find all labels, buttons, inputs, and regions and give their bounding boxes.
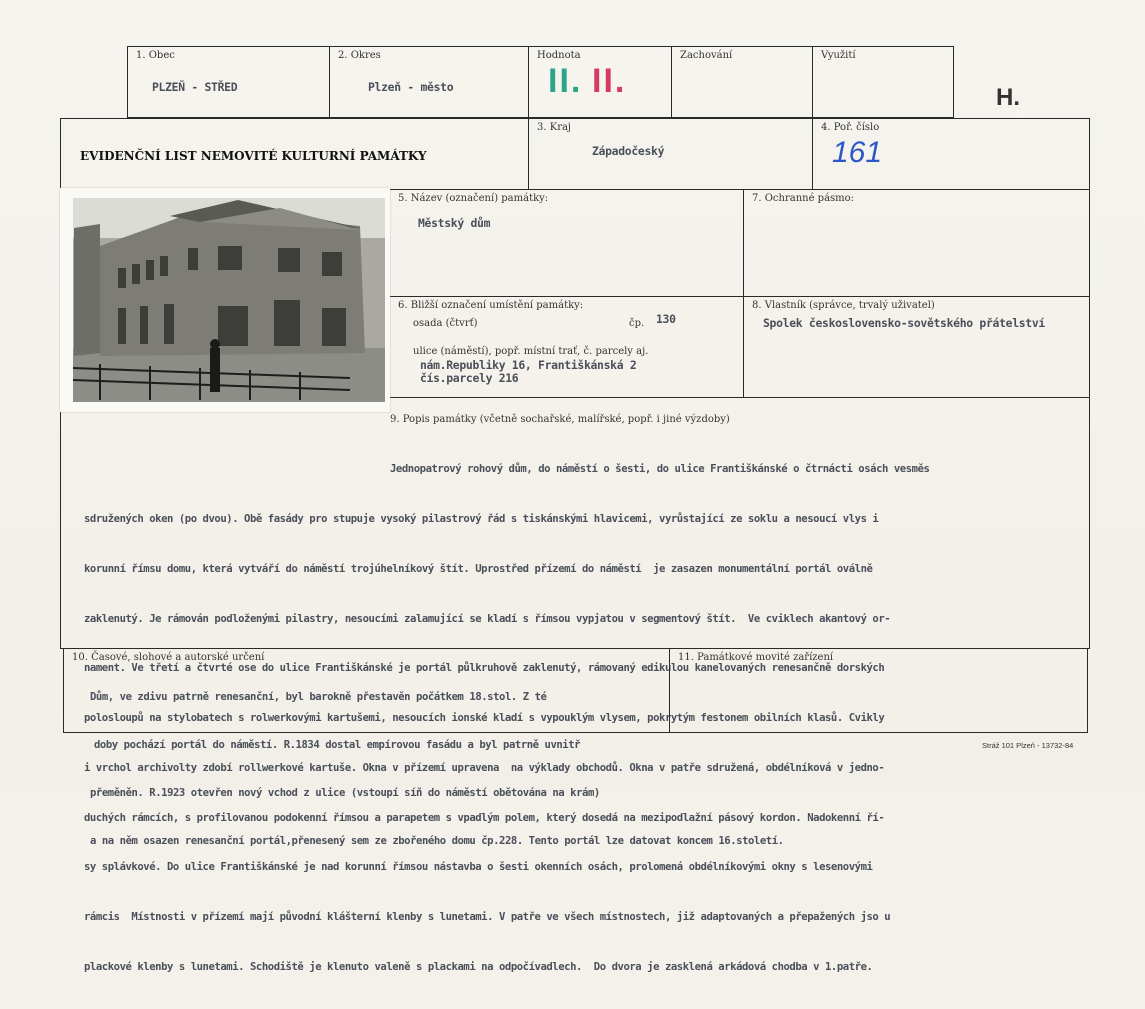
hodnota-label: Hodnota [537,50,581,61]
kraj-value: Západočeský [592,144,665,158]
ulice-value-1: nám.Republiky 16, Františkánská 2 [420,358,637,372]
vlastnik-label: 8. Vlastník (správce, trvalý uživatel) [752,300,935,311]
print-note: Stráž 101 Plzeň - 13732-84 [982,741,1074,750]
osada-label: osada (čtvrť) [413,318,478,329]
popis-line: sy splávkové. Do ulice Františkánské je nad korunní římsou nástavba o šesti okenních osách, prolomená obdélníkovými okny s lesenovými [84,861,873,874]
popis-line: rámcis Místnosti v přízemí mají původní klášterní klenby s lunetami. V patře ve všech místnostech, již adaptovaných a přepažených jso u [84,911,891,924]
por-cislo-value: 161 [832,136,883,169]
corner-mark: H. [996,84,1020,111]
nazev-label: 5. Název (označení) památky: [398,193,549,204]
umisteni-label: 6. Bližší označení umístění památky: [398,300,584,311]
popis-line: Jednopatrový rohový dům, do náměstí o šesti, do ulice Františkánské o čtrnácti osách vesměs [390,463,930,476]
popis-line: korunní římsu domu, která vytváří do náměstí trojúhelníkový štít. Uprostřed přízemí do náměstí je zasazen monumentální portál oválně [84,562,873,575]
popis-label: 9. Popis památky (včetně sochařské, malířské, popř. i jiné výzdoby) [390,414,730,425]
kraj-label: 3. Kraj [537,122,572,133]
ochranne-box [743,189,1090,297]
casove-line: a na něm osazen renesanční portál,přenesený sem ze zbořeného domu čp.228. Tento portál lze datovat koncem 16.století. [90,835,784,847]
casove-line: přeměněn. R.1923 otevřen nový vchod z ulice (vstoupí síň do náměstí obětována na krám) [90,787,600,799]
hodnota-value-green: II. [548,62,583,100]
nazev-value: Městský dům [418,216,491,230]
popis-line: zaklenutý. Je rámován podloženými pilastry, nesoucími zalamující se kladí s římsou vypjatou v segmentový štít. Ve cviklech akantový or- [84,612,891,625]
popis-line: duchých rámcích, s profilovanou podokenní římsou a parapetem s vpadlým polem, který dosedá na mezipodlažní pásový kordon. Nadokenní ří- [84,811,885,824]
hodnota-value-red: II. [592,62,627,100]
building-photo-image [60,188,390,412]
nazev-box [389,189,744,297]
popis-line: i vrchol archivolty zdobí rollwerkové kartuše. Okna v přízemí upravena na výklady obchodů. Okna v patře sdružená, obdélníková v jedno- [84,761,885,774]
casove-label: 10. Časové, slohové a autorské určení [72,652,265,663]
por-cislo-label: 4. Poř. číslo [821,122,880,133]
ulice-label: ulice (náměstí), popř. místní trať, č. parcely aj. [413,346,649,357]
casove-line: doby pochází portál do náměstí. R.1834 dostal empírovou fasádu a byl patrně uvnitř [94,739,581,751]
building-photo [60,188,390,412]
obec-label: 1. Obec [136,50,175,61]
vlastnik-box [743,296,1090,398]
form-title: EVIDENČNÍ LIST NEMOVITÉ KULTURNÍ PAMÁTKY [80,149,427,163]
popis-line: plackové klenby s lunetami. Schodiště je klenuto valeně s plackami na odpočívadlech. Do dvora je zasklená arkádová chodba v 1.patře. [84,961,873,973]
movite-label: 11. Památkové movité zařízení [678,652,834,663]
cp-label: čp. [629,318,645,329]
casove-line: Dům, ve zdivu patrně renesanční, byl barokně přestavěn počátkem 18.stol. Z té [90,691,547,703]
casove-text [90,657,784,881]
vyuziti-label: Využití [821,50,856,61]
zachovani-label: Zachování [680,50,733,61]
ulice-value-2: čís.parcely 216 [420,371,519,385]
okres-value: Plzeň - město [368,80,454,94]
cp-value: 130 [656,312,676,326]
popis-line: nament. Ve třetí a čtvrté ose do ulice Františkánské je portál půlkruhově zaklenutý, rámovaný edikulou kanelovaných renesančně dorských [84,662,885,675]
obec-value: PLZEŇ - STŘED [152,80,238,94]
popis-line: sdružených oken (po dvou). Obě fasády pro stupuje vysoký pilastrový řád s tiskánskými hlavicemi, vyrůstající ze soklu a nesoucí vlys i [84,512,879,525]
vlastnik-value: Spolek československo-sovětského přátelství [763,316,1045,330]
okres-label: 2. Okres [338,50,381,61]
popis-line: polosloupů na stylobatech s rolwerkovými kartušemi, nesoucích ionské kladí s vypouklým vlysem, pokrytým festonem obilních klasů. Cvikly [84,712,885,725]
ochranne-label: 7. Ochranné pásmo: [752,193,855,204]
